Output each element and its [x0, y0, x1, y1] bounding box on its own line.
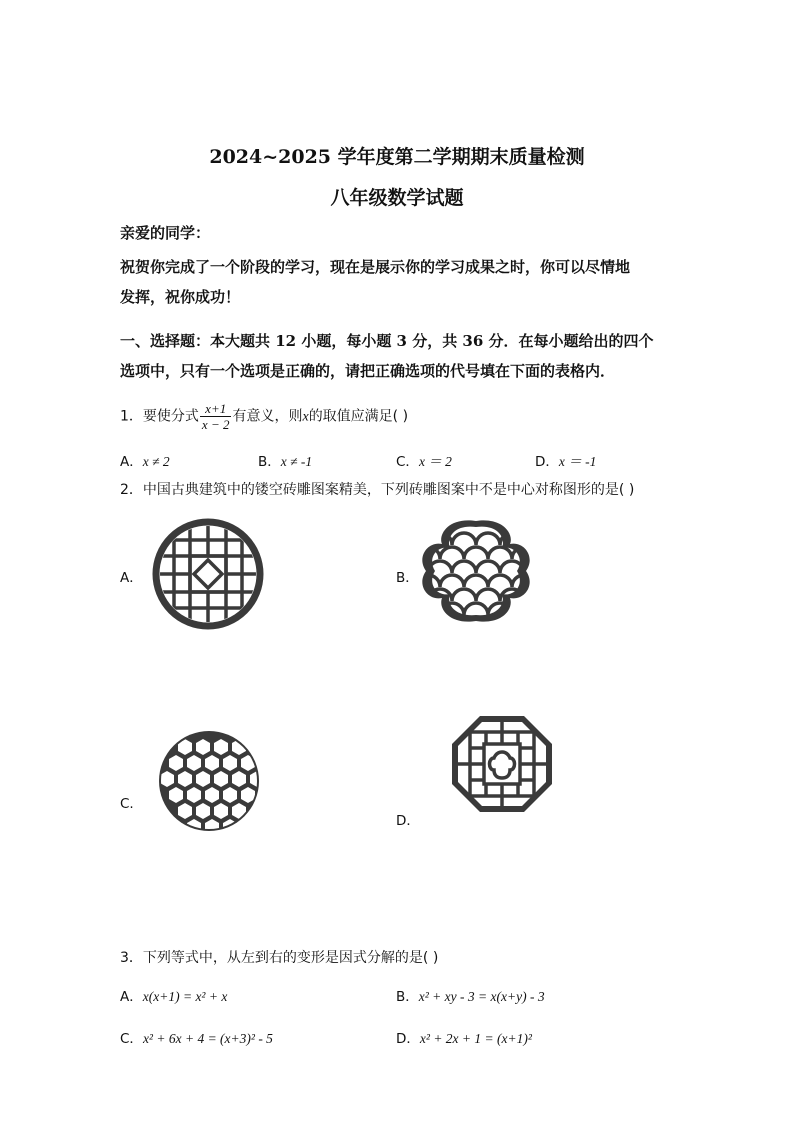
q1-option-a-text: x ≠ 2 [142, 454, 170, 469]
q3-option-a[interactable] [120, 985, 227, 1005]
greeting-line-1: 祝贺你完成了一个阶段的学习，现在是展示你的学习成果之时，你可以尽情地 [120, 258, 631, 276]
section1-instructions-line-1: 一、选择题：本大题共 12 小题，每小题 3 分，共 36 分．在每小题给出的四个 [120, 332, 654, 350]
q1-option-d-label: D． [535, 454, 559, 470]
greeting-salutation: 亲爱的同学： [120, 224, 211, 242]
hexagon-circle-window-icon[interactable] [152, 726, 266, 836]
q1-option-d-text: x ＝ -1 [558, 454, 597, 469]
q2-option-d-label[interactable]: D． [396, 813, 420, 829]
q1-stem [120, 401, 408, 432]
lattice-circle-window-icon[interactable] [150, 518, 266, 630]
q1-option-a[interactable] [120, 450, 170, 470]
q1-option-a-label: A． [120, 454, 143, 470]
q3-option-a-text: x(x+1) = x² + x [142, 989, 228, 1004]
greeting-line-2: 发挥，祝你成功！ [120, 288, 241, 306]
q1-mid: 有意义，则 [232, 408, 303, 425]
q3-option-c[interactable] [120, 1027, 273, 1047]
q1-option-c[interactable] [396, 450, 452, 470]
q1-option-b-text: x ≠ -1 [280, 454, 313, 469]
exam-subtitle: 八年级数学试题 [330, 187, 464, 209]
q3-option-d-text: x² + 2x + 1 = (x+1)² [419, 1031, 532, 1046]
q3-option-b[interactable] [396, 985, 545, 1005]
q1-option-c-label: C． [396, 454, 419, 470]
q1-option-d[interactable] [535, 450, 596, 470]
exam-title: 2024~2025 学年度第二学期期末质量检测 [209, 146, 585, 168]
q2-option-c-label[interactable]: C. [120, 796, 134, 812]
q1-option-b[interactable] [258, 450, 312, 470]
q1-prefix: 1．要使分式 [120, 408, 199, 425]
octagon-lattice-window-icon[interactable] [450, 714, 554, 814]
section1-instructions-line-2: 选项中，只有一个选项是正确的，请把正确选项的代号填在下面的表格内． [120, 362, 616, 380]
q3-option-c-label: C． [120, 1031, 143, 1047]
q3-stem: 3．下列等式中，从左到右的变形是因式分解的是( ) [120, 950, 439, 966]
q2-option-a-label[interactable]: A． [120, 570, 143, 586]
q1-fraction-numerator: x+1 [200, 401, 232, 417]
q3-option-b-text: x² + xy - 3 = x(x+y) - 3 [418, 989, 545, 1004]
q3-option-c-text: x² + 6x + 4 = (x+3)² - 5 [142, 1031, 273, 1046]
q3-option-d[interactable] [396, 1027, 532, 1047]
q1-option-b-label: B． [258, 454, 281, 470]
q1-fraction-denominator: x − 2 [201, 417, 230, 432]
q1-fraction [200, 401, 232, 432]
scalloped-wave-window-icon[interactable] [418, 515, 534, 627]
q2-option-b-label[interactable]: B． [396, 570, 419, 586]
q3-option-b-label: B． [396, 989, 419, 1005]
q3-option-a-label: A． [120, 989, 143, 1005]
q2-stem: 2．中国古典建筑中的镂空砖雕图案精美，下列砖雕图案中不是中心对称图形的是( ) [120, 482, 635, 498]
q1-var: x [302, 409, 309, 425]
q1-suffix: 的取值应满足( ) [308, 408, 409, 425]
q3-option-d-label: D． [396, 1031, 420, 1047]
q1-option-c-text: x ＝ 2 [418, 454, 452, 469]
